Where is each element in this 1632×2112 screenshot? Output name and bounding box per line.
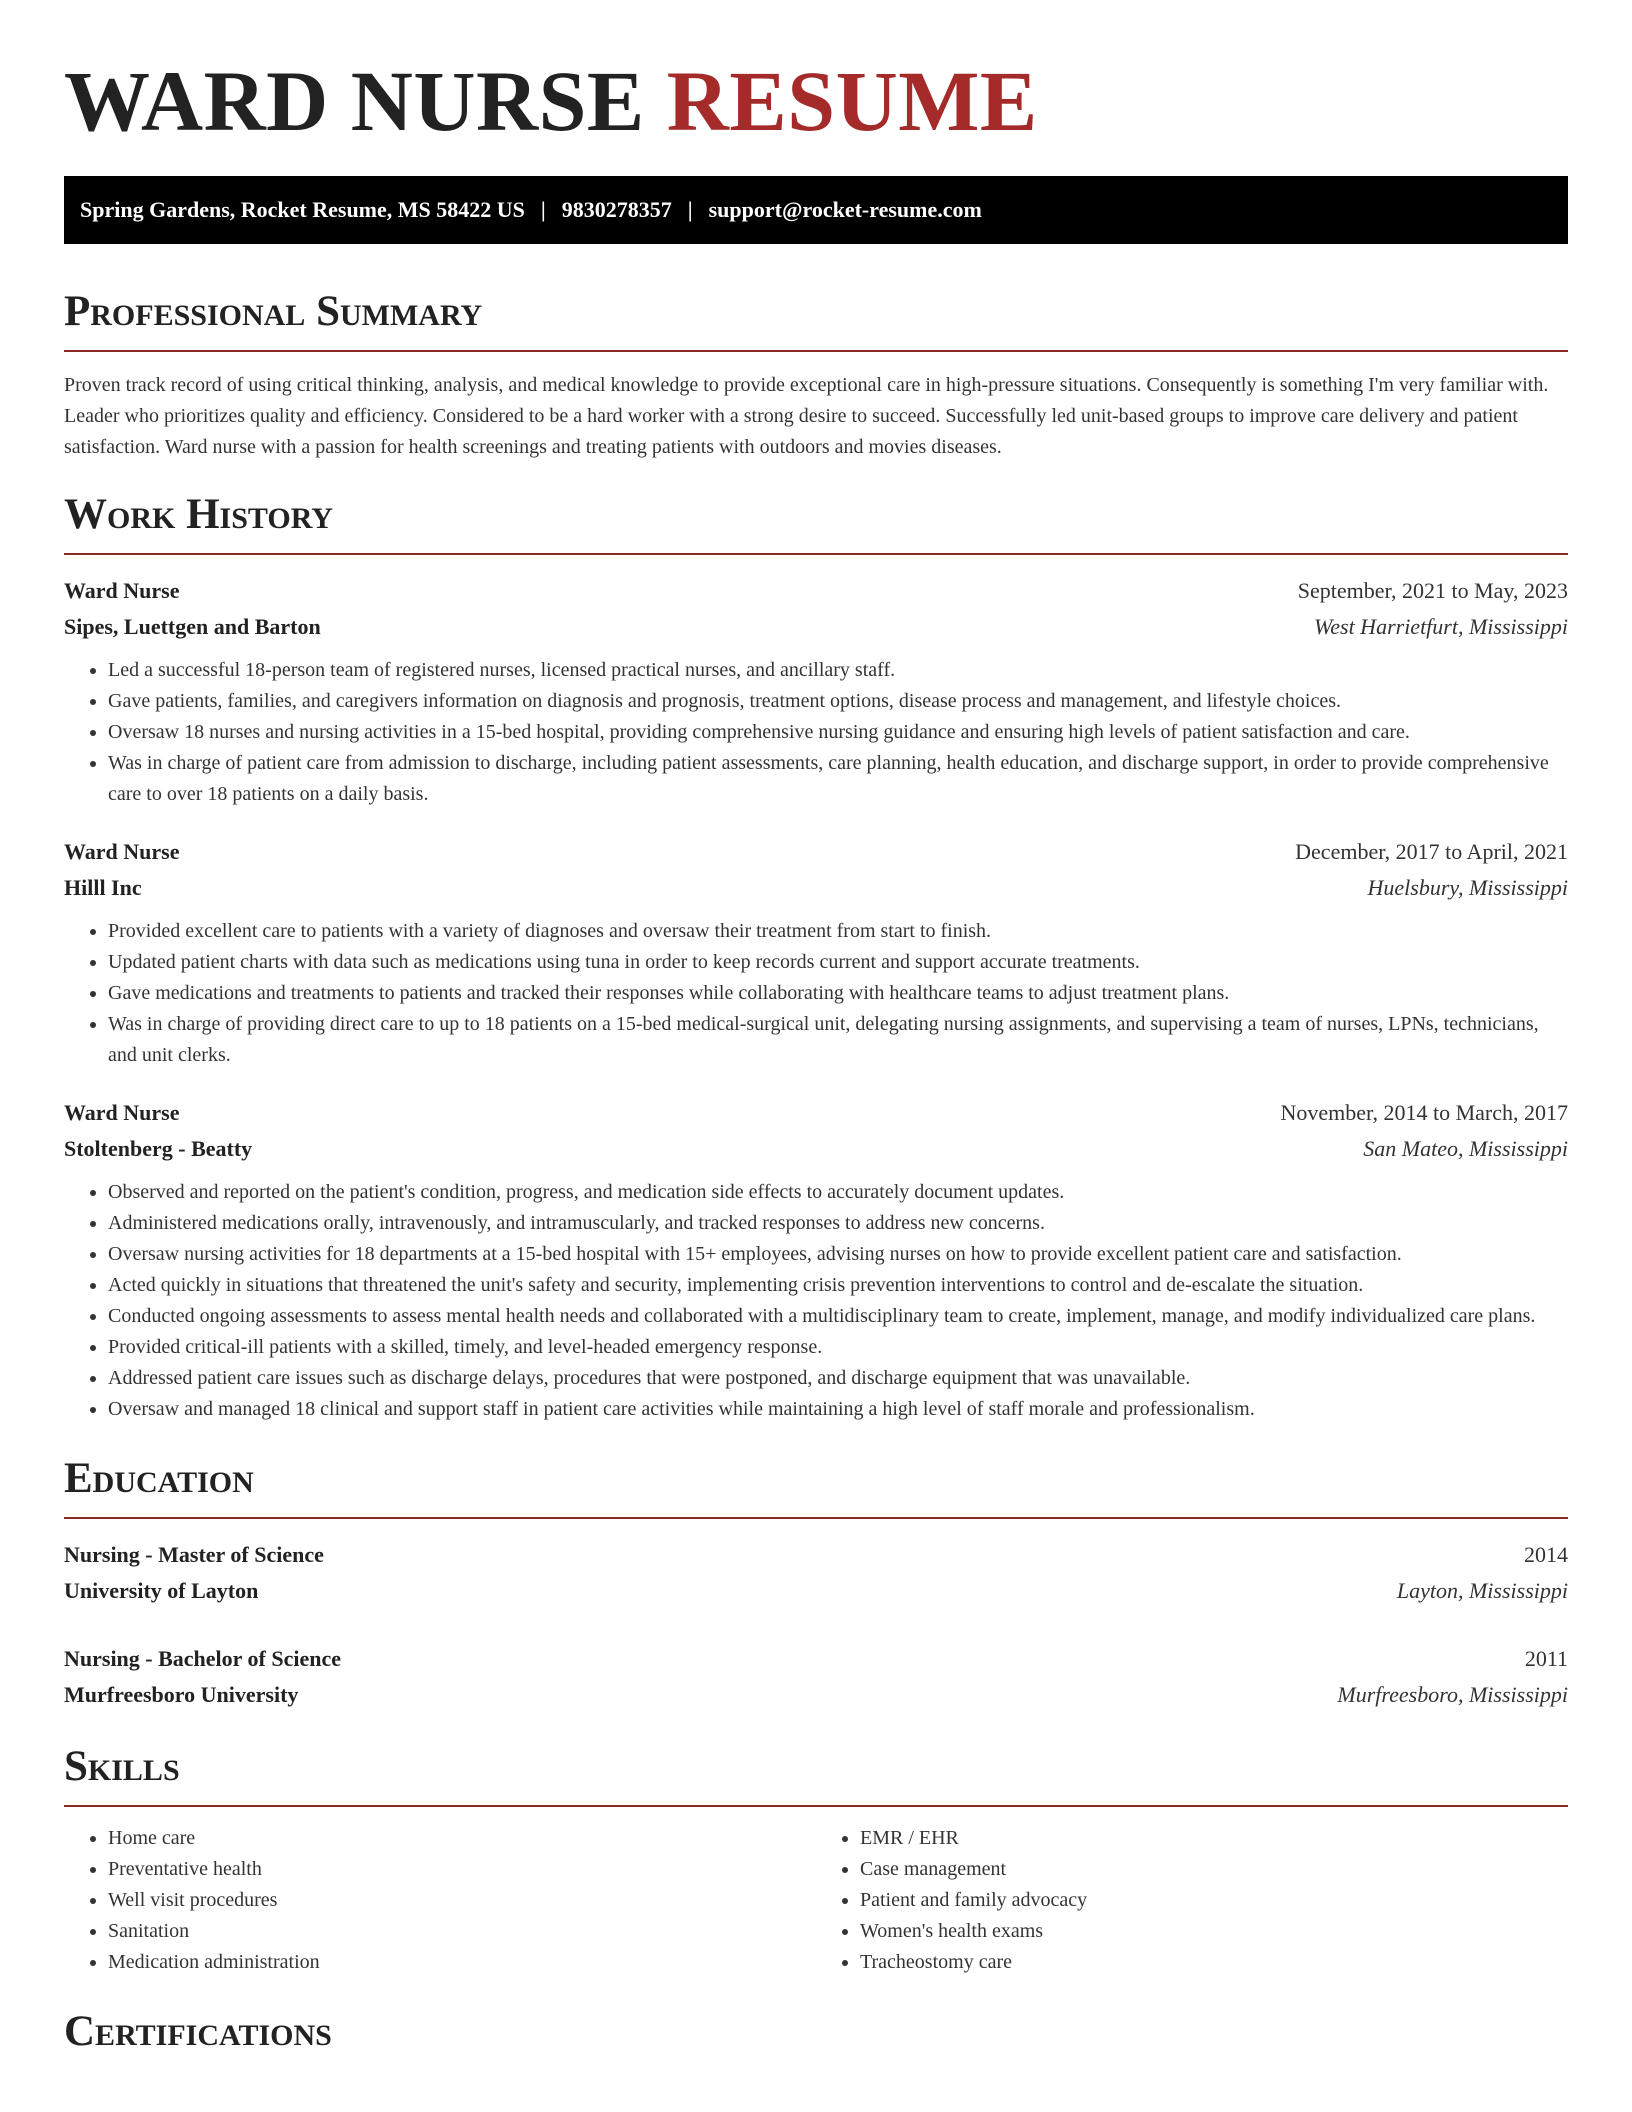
skill-item: • Patient and family advocacy [860,1885,1568,1916]
education-location: Murfreesboro, Mississippi [1337,1682,1568,1707]
job-title: Ward Nurse [64,1100,180,1125]
skill-item: • Sanitation [108,1916,816,1947]
education-entry [64,1641,1568,1713]
job-bullet: • Oversaw and managed 18 clinical and support staff in patient care activities while maintaining a high level of staff morale and professionalism. [108,1394,1568,1425]
skills-section [64,1743,1568,1978]
job-bullet: • Provided critical-ill patients with a skilled, timely, and level-headed emergency response. [108,1332,1568,1363]
job-bullets [64,655,1568,810]
summary-section [64,288,1568,463]
skills-heading: Skills [64,1743,180,1790]
job-entry [64,573,1568,810]
job-location: Huelsbury, Mississippi [1367,875,1568,900]
job-dates: December, 2017 to April, 2021 [1295,839,1568,864]
section-divider [64,1517,1568,1519]
job-header-row [64,1095,1568,1131]
job-bullet: • Provided excellent care to patients with a variety of diagnoses and oversaw their treatment from start to finish. [108,916,1568,947]
skill-item: • Medication administration [108,1947,816,1978]
job-company-row [64,870,1568,906]
job-bullet: • Gave medications and treatments to patients and tracked their responses while collaborating with healthcare teams to adjust treatment plans. [108,978,1568,1009]
job-header-row [64,573,1568,609]
job-location: San Mateo, Mississippi [1363,1136,1568,1161]
job-company: Stoltenberg - Beatty [64,1136,253,1161]
education-year: 2014 [1524,1542,1568,1567]
job-dates: September, 2021 to May, 2023 [1297,578,1568,603]
job-bullet: • Addressed patient care issues such as discharge delays, procedures that were postponed, and discharge equipment that was unavailable. [108,1363,1568,1394]
education-school-row [64,1677,1568,1713]
skill-item: • Well visit procedures [108,1885,816,1916]
education-year: 2011 [1524,1646,1568,1671]
education-school-row [64,1573,1568,1609]
skill-item: • Case management [860,1854,1568,1885]
job-bullet: • Was in charge of providing direct care to up to 18 patients on a 15-bed medical-surgical unit, delegating nursing assignments, and supervising a team of nurses, LPNs, technicians, and unit clerks. [108,1009,1568,1071]
job-company: Hilll Inc [64,875,142,900]
education-degree-row [64,1641,1568,1677]
section-divider [64,1805,1568,1807]
job-bullet: • Administered medications orally, intravenously, and intramuscularly, and tracked responses to address new concerns. [108,1208,1568,1239]
section-divider [64,553,1568,555]
job-bullets [64,1177,1568,1425]
work-history-heading: Work History [64,491,333,538]
job-location: West Harrietfurt, Mississippi [1313,614,1568,639]
job-company-row [64,609,1568,645]
education-section [64,1455,1568,1713]
skill-item: • Preventative health [108,1854,816,1885]
job-entry [64,1095,1568,1425]
skill-item: • Women's health exams [860,1916,1568,1947]
job-bullet: • Led a successful 18-person team of registered nurses, licensed practical nurses, and ancillary staff. [108,655,1568,686]
title-accent: RESUME [666,53,1038,149]
job-entry [64,834,1568,1071]
skills-column-left [64,1823,816,1978]
summary-text: Proven track record of using critical thinking, analysis, and medical knowledge to provide exceptional care in high-pressure situations. Consequently is something I'm very familiar with. Leader who prioritizes quality and efficiency. Considered to be a hard worker with a strong desire to succeed. Successfully led unit-based groups to improve care delivery and patient satisfaction. Ward nurse with a passion for health screenings and treating patients with outdoors and movies diseases. [64,374,1549,458]
job-bullet: • Oversaw nursing activities for 18 departments at a 15-bed hospital with 15+ employees, advising nurses on how to provide excellent patient care and satisfaction. [108,1239,1568,1270]
job-title: Ward Nurse [64,839,180,864]
certifications-section [64,2008,1568,2056]
work-history-section [64,491,1568,1425]
job-bullet: • Gave patients, families, and caregivers information on diagnosis and prognosis, treatment options, disease process and management, and lifestyle choices. [108,686,1568,717]
certifications-heading: Certifications [64,2008,332,2055]
job-header-row [64,834,1568,870]
summary-heading: Professional Summary [64,288,483,335]
job-bullet: • Was in charge of patient care from admission to discharge, including patient assessments, care planning, health education, and discharge support, in order to provide comprehensive care to over 18 patients on a daily basis. [108,748,1568,810]
contact-separator: | [687,197,693,222]
contact-bar [64,176,1568,244]
contact-email[interactable]: support@rocket-resume.com [708,197,982,222]
job-bullet: • Conducted ongoing assessments to assess mental health needs and collaborated with a multidisciplinary team to create, implement, manage, and modify individualized care plans. [108,1301,1568,1332]
contact-separator: | [540,197,546,222]
skill-item: • Tracheostomy care [860,1947,1568,1978]
job-bullet: • Observed and reported on the patient's condition, progress, and medication side effects to accurately document updates. [108,1177,1568,1208]
skills-column-right [816,1823,1568,1978]
skills-grid [64,1823,1568,1978]
education-heading: Education [64,1455,254,1502]
job-bullets [64,916,1568,1071]
education-entry [64,1537,1568,1609]
education-degree: Nursing - Master of Science [64,1542,324,1567]
education-location: Layton, Mississippi [1396,1578,1568,1603]
job-company-row [64,1131,1568,1167]
skill-item: • Home care [108,1823,816,1854]
job-bullet: • Oversaw 18 nurses and nursing activities in a 15-bed hospital, providing comprehensive nursing guidance and ensuring high levels of patient satisfaction and care. [108,717,1568,748]
job-company: Sipes, Luettgen and Barton [64,614,321,639]
education-degree-row [64,1537,1568,1573]
resume-title [64,0,1568,158]
skill-item: • EMR / EHR [860,1823,1568,1854]
contact-phone: 9830278357 [561,197,672,222]
job-title: Ward Nurse [64,578,180,603]
education-school: University of Layton [64,1578,259,1603]
title-main: WARD NURSE [64,53,645,149]
job-dates: November, 2014 to March, 2017 [1280,1100,1568,1125]
job-bullet: • Updated patient charts with data such as medications using tuna in order to keep records current and support accurate treatments. [108,947,1568,978]
contact-address: Spring Gardens, Rocket Resume, MS 58422 US [80,197,525,222]
education-degree: Nursing - Bachelor of Science [64,1646,342,1671]
section-divider [64,350,1568,352]
education-school: Murfreesboro University [64,1682,299,1707]
job-bullet: • Acted quickly in situations that threatened the unit's safety and security, implementing crisis prevention interventions to control and de-escalate the situation. [108,1270,1568,1301]
